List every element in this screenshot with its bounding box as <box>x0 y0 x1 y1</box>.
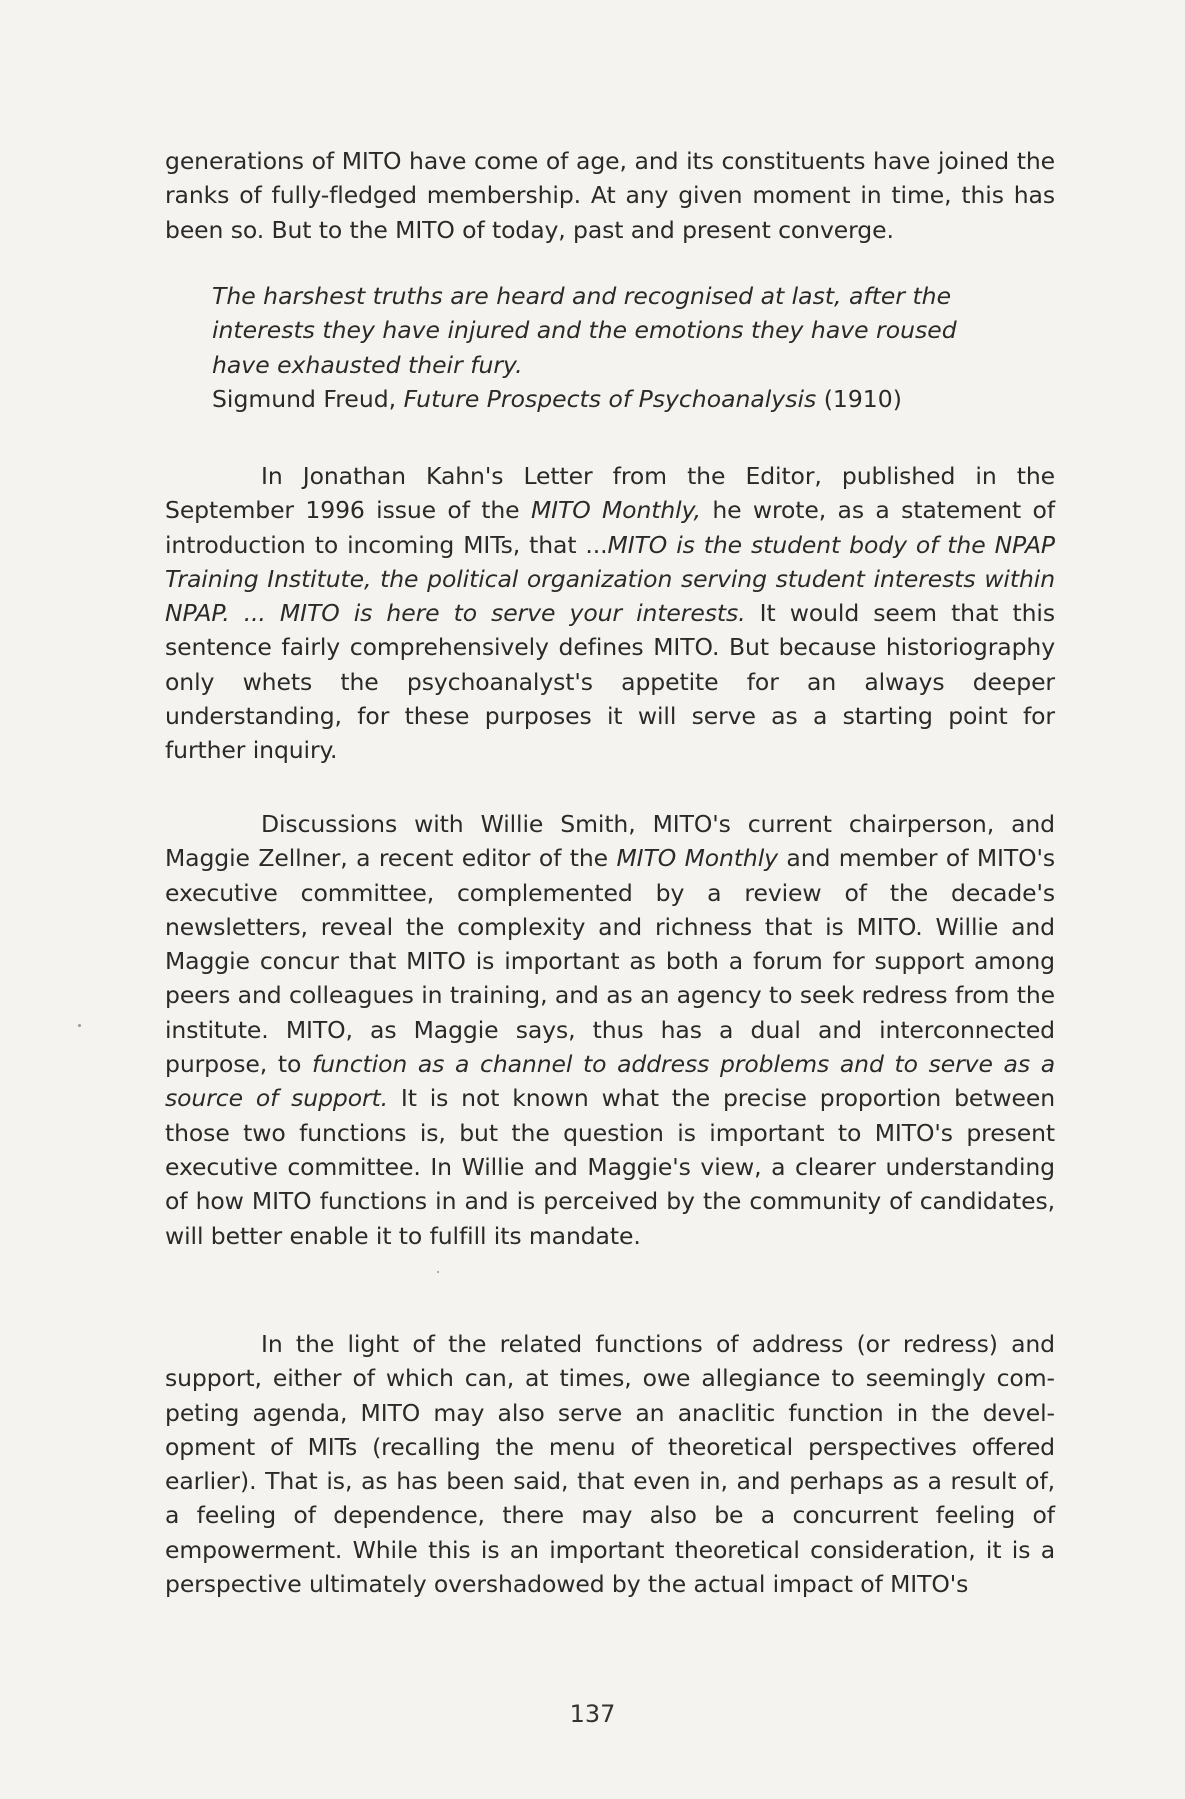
paragraph-continuation <box>165 144 1055 247</box>
epigraph-author: Sigmund Freud, <box>212 384 397 413</box>
page-number: 137 <box>569 1700 616 1728</box>
paragraph-2 <box>165 459 1055 768</box>
paragraph-2-part-c: he wrote, as a statement of introduction to incoming MITs, that ... <box>165 496 1055 559</box>
epigraph-quote: The harshest truths are heard and recognised at last, after the interests they have injured and the emotions they have roused have exhausted their fury. <box>212 282 957 379</box>
epigraph <box>212 279 1012 416</box>
paragraph-4-text: In the light of the related functions of address (or redress) and support, either of which can, at times, owe allegiance to seemingly competing agenda, MITO may also serve an anaclitic function in the development of MITs (recalling the menu of theoretical perspectives offered earlier). That is, as has been said, that even in, and perhaps as a result of, a feeling of dependence, there may also be a concurrent feeling of empowerment. While this is an important theoretical consideration, it is a perspective ultimately overshadowed by the actual impact of MITO's <box>165 1330 1055 1599</box>
paragraph-3-journal-title: MITO Monthly <box>616 844 778 873</box>
epigraph-work-title: Future Prospects of Psychoanalysis <box>403 384 817 413</box>
epigraph-year: (1910) <box>823 384 902 413</box>
scan-speck <box>78 1024 81 1027</box>
paragraph-3-part-a: Discussions with Willie Smith, MITO's current chairperson, and Maggie Zellner, a recent editor of the <box>165 810 1055 873</box>
paragraph-2-part-a: In Jonathan Kahn's Letter from the Editor, published in the September 1996 issue of the <box>165 462 1055 525</box>
paragraph-2-journal-title: MITO Monthly, <box>530 496 701 525</box>
epigraph-attribution <box>212 382 1012 416</box>
paragraph-2-part-e: It would seem that this sentence fairly comprehensively defines MITO. But because historiography only whets the psychoanalyst's appetite for an always deeper understanding, for these purposes it will serve as a starting point for further inquiry. <box>165 599 1056 765</box>
paragraph-4 <box>165 1327 1055 1601</box>
paragraph-1-text: generations of MITO have come of age, and its constituents have joined the ranks of fully-fledged membership. At any given moment in time, this has been so. But to the MITO of today, past and present converge. <box>165 147 1055 244</box>
paragraph-3-quotation: function as a channel to address problems and to serve as a source of support. <box>165 1050 1055 1113</box>
paragraph-3-part-e: It is not known what the precise proportion between those two functions is, but the question is important to MITO's present executive committee. In Willie and Maggie's view, a clearer understanding of how MITO functions in and is perceived by the community of candidates, will better enable it to fulfill its mandate. <box>165 1084 1055 1250</box>
paragraph-3-part-c: and member of MITO's executive committee, complemented by a review of the decade's newsletters, reveal the complexity and richness that is MITO. Willie and Maggie concur that MITO is important as both a forum for support among peers and colleagues in training, and as an agency to seek redress from the institute. MITO, as Maggie says, thus has a dual and interconnected purpose, to <box>165 844 1055 1079</box>
paragraph-2-quotation: MITO is the student body of the NPAP Training Institute, the political organization serving student interests within NPAP. ... MITO is here to serve your interests. <box>165 530 1055 628</box>
paragraph-3 <box>165 807 1055 1253</box>
scan-speck <box>437 1271 439 1273</box>
